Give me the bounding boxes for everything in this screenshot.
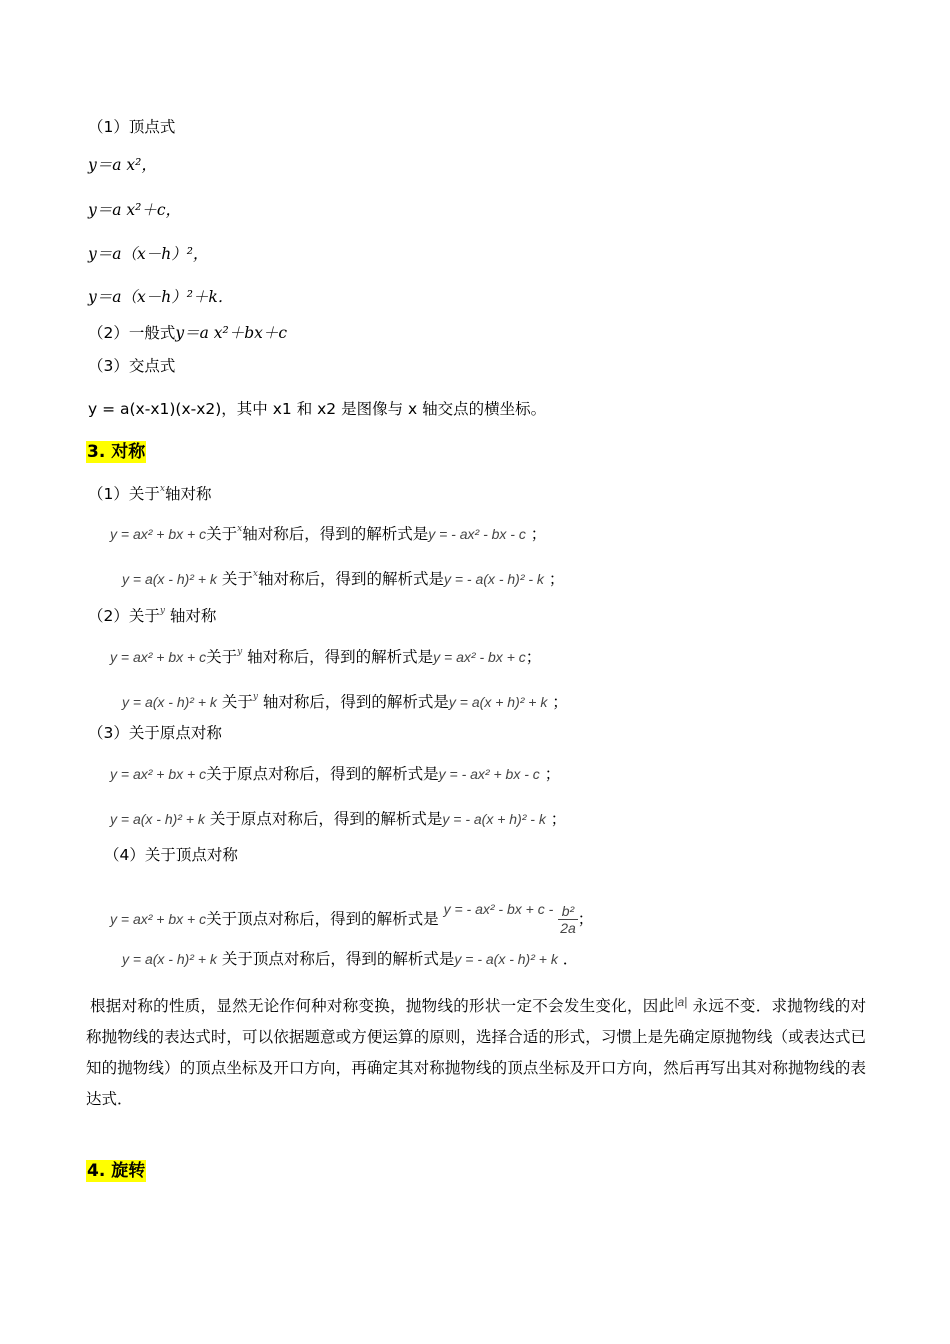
x-sym-row-1-lhs: y = ax² + bx + c (110, 526, 207, 542)
y-axis-symmetry-label: （2）关于$^y$ 轴对称 (88, 606, 217, 625)
vertex-sym-row-1-lhs: y = ax² + bx + c (110, 911, 207, 927)
origin-sym-row-2-lhs: y = a(x - h)² + k (110, 811, 205, 827)
x-sym-row-2: y = a(x - h)² + k 关于$^x$轴对称后，得到的解析式是y = - a(x - h)² - k ； (122, 569, 565, 588)
y-sym-row-2-rhs: y = a(x + h)² + k (448, 694, 548, 710)
general-form (88, 322, 287, 344)
y-sym-row-1-lhs: y = ax² + bx + c (110, 649, 207, 665)
origin-sym-row-1: y = ax² + bx + c关于原点对称后，得到的解析式是y = - ax² + bx - c ； (110, 765, 561, 783)
x-sym-row-2-lhs: y = a(x - h)² + k (122, 571, 217, 587)
vertex-eq-3: y＝a（x－h）²， (88, 245, 209, 263)
var-y: y (159, 606, 165, 616)
vertex-sym-row-2-rhs: y = - a(x - h)² + k (454, 951, 558, 967)
origin-sym-row-2-rhs: y = - a(x + h)² - k (442, 811, 546, 827)
y-sym-row-2: y = a(x - h)² + k 关于$^y$ 轴对称后，得到的解析式是y = a(x + h)² + k ； (122, 692, 568, 711)
y-sym-row-2-lhs: y = a(x - h)² + k (122, 694, 217, 710)
vertex-sym-row-2-lhs: y = a(x - h)² + k (122, 951, 217, 967)
x-sym-row-2-rhs: y = - a(x - h)² - k (443, 571, 544, 587)
origin-sym-row-2: y = a(x - h)² + k 关于原点对称后，得到的解析式是y = - a(x + h)² - k ； (110, 810, 567, 828)
x-sym-row-1-rhs: y = - ax² - bx - c (428, 526, 526, 542)
x-sym-row-1: y = ax² + bx + c关于$^x$轴对称后，得到的解析式是y = - ax² - bx - c ； (110, 524, 547, 543)
y-sym-row-1: y = ax² + bx + c关于$^y$ 轴对称后，得到的解析式是y = ax² - bx + c； (110, 647, 542, 666)
vertex-eq-4: y＝a（x－h）²＋k． (88, 288, 234, 306)
abs-a: |a| (674, 995, 688, 1009)
x-axis-symmetry-label: （1）关于$^x$轴对称 (88, 484, 212, 503)
symmetry-explanation-paragraph: 根据对称的性质，显然无论作何种对称变换，抛物线的形状一定不会发生变化，因此$^{|a|}$ 永远不变．求抛物线的对称抛物线的表达式时，可以依据题意或方便运算的原则，选择合适的形式，习惯上是先确定原抛物线（或表达式已知的抛物线）的顶点坐标及开口方向，再确定其对称抛物线的顶点坐标及开口方向，然后再写出其对称抛物线的表达式． (86, 995, 866, 1108)
var-x: x (159, 484, 165, 494)
vertex-eq-2: y＝a x²＋c， (88, 201, 182, 219)
y-sym-row-1-rhs: y = ax² - bx + c (433, 649, 526, 665)
origin-sym-row-1-rhs: y = - ax² + bx - c (438, 766, 540, 782)
vertex-symmetry-label: （4）关于顶点对称 (104, 846, 238, 864)
vertex-sym-row-1: y = ax² + bx + c关于顶点对称后，得到的解析式是 y = - ax² - bx + c - $\frac{\text{b²}}{2a}$ ； (110, 901, 594, 936)
vertex-sym-row-2: y = a(x - h)² + k 关于顶点对称后，得到的解析式是y = - a(x - h)² + k ． (122, 950, 579, 968)
vertex-form-label: （1）顶点式 (88, 118, 176, 136)
fraction-b2-over-2a: $\frac{\text{b²}}{2a}$ (560, 903, 576, 936)
intercept-form-label: （3）交点式 (88, 357, 176, 375)
general-form-label: （2）一般式 (88, 324, 176, 342)
general-form-eq: y＝a x²＋bx＋c (175, 324, 288, 342)
origin-symmetry-label: （3）关于原点对称 (88, 724, 222, 742)
origin-sym-row-1-lhs: y = ax² + bx + c (110, 766, 207, 782)
intercept-form-text: y = a(x-x1)(x-x2)，其中 x1 和 x2 是图像与 x 轴交点的横坐标。 (88, 400, 547, 418)
vertex-sym-row-1-rhs: y = - ax² - bx + c - (443, 901, 554, 917)
vertex-eq-1: y＝a x²， (88, 156, 157, 174)
heading-symmetry: 3. 对称 (87, 442, 146, 462)
heading-rotation: 4. 旋转 (87, 1161, 146, 1181)
